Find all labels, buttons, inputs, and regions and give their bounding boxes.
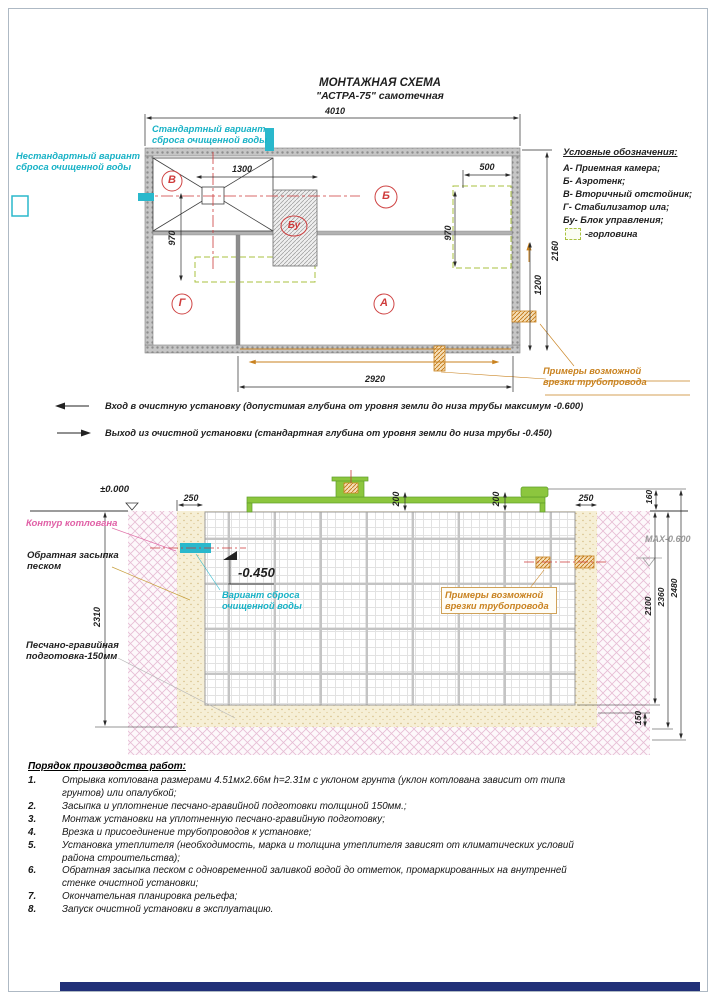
section-dim-backfill-right: 250 — [578, 493, 594, 503]
compartment-v-label: В — [168, 174, 176, 186]
plan-dim-right-total: 2160 — [550, 240, 560, 262]
section-dim-neck-above: 160 — [644, 489, 654, 505]
max-depth-label: МАХ-0.600 — [645, 534, 691, 544]
section-dim-pit-depth: 2310 — [92, 606, 102, 628]
legend-item-bu: Бу- Блок управления; — [563, 215, 664, 225]
drawing-title-line2: "АСТРА-75" самотечная — [316, 90, 444, 102]
legend-title: Условные обозначения: — [563, 147, 678, 158]
plan-dim-tap-offset: 1200 — [533, 274, 543, 296]
inlet-note-text: Вход в очистную установку (допустимая глубина от уровня земли до низа трубы максимум -0.600) — [105, 401, 584, 411]
compartment-bu-label: Бу — [287, 220, 301, 231]
procedure-title: Порядок производства работ: — [28, 761, 186, 772]
legend-item-b: Б- Аэротенк; — [563, 176, 626, 186]
procedure-step: 3. Монтаж установки на уплотненную песчано-гравийную подготовку; — [28, 813, 385, 825]
procedure-step: 7. Окончательная планировка рельефа; — [28, 891, 238, 903]
neck-symbol-icon — [565, 228, 581, 240]
section-dim-lid-right: 200 — [491, 491, 501, 507]
section-dim-base-thick: 150 — [633, 710, 643, 726]
drawing-title-line1: МОНТАЖНАЯ СХЕМА — [319, 77, 441, 89]
compartment-g-label: Г — [178, 297, 186, 309]
legend-item-a: А- Приемная камера; — [563, 163, 661, 173]
procedure-step: 2. Засыпка и уплотнение песчано-гравийной подготовки толщиной 150мм.; — [28, 800, 407, 812]
legend-list — [563, 162, 692, 227]
procedure-step: 4. Врезка и присоединение трубопроводов к установке; — [28, 826, 312, 838]
inlet-arrow-icon — [55, 401, 91, 411]
compartment-b-label: Б — [382, 190, 390, 202]
plan-tap-label: Примеры возможной врезки трубопровода — [543, 366, 647, 387]
legend-neck-row — [565, 228, 637, 240]
pit-contour-label: Контур котлована — [26, 518, 118, 529]
outlet-note-row — [55, 428, 552, 439]
procedure-step: 8. Запуск очистной установки в эксплуатацию. — [28, 904, 274, 916]
section-dim-depth-total: 2480 — [669, 578, 679, 598]
procedure-step: 1. Отрывка котлована размерами 4.51мх2.66м h=2.31м с уклоном грунта (уклон котлована зависит от типа грунтов) или опалубкой; — [28, 775, 566, 799]
plan-dim-total-width: 4010 — [324, 106, 346, 116]
base-layer-label: Песчано-гравийная подготовка-150мм — [26, 640, 119, 662]
procedure-block — [28, 761, 638, 917]
inlet-note-row — [55, 401, 583, 412]
section-tap-label: Примеры возможной врезки трубопровода — [441, 587, 557, 614]
plan-dim-bottom-width: 2920 — [364, 374, 386, 384]
zero-level-label: ±0.000 — [100, 484, 129, 495]
title-block-bar — [60, 982, 700, 991]
section-dim-tank-depth: 2100 — [643, 596, 653, 616]
section-dim-lid-left: 200 — [391, 491, 401, 507]
legend-item-g: Г- Стабилизатор ила; — [563, 202, 670, 212]
outlet-note-text: Выход из очистной установки (стандартная глубина от уровня земли до низа трубы -0.450) — [105, 428, 552, 438]
procedure-step: 5. Установка утеплителя (необходимость, марка и толщина утеплителя зависят от климатических условий района строительства); — [28, 839, 574, 864]
standard-outlet-label: Стандартный вариант сброса очищенной воды — [152, 124, 268, 145]
plan-dim-right-depth: 970 — [443, 225, 453, 241]
plan-dim-neck-width: 500 — [479, 162, 495, 172]
legend-neck-label: -горловина — [585, 228, 638, 239]
outlet-variant-label: Вариант сброса очищенной воды — [222, 590, 302, 611]
legend-item-v: В- Вторичный отстойник; — [563, 189, 693, 199]
plan-dim-left-depth: 970 — [167, 230, 177, 246]
compartment-a-label: А — [380, 297, 388, 309]
section-dim-depth-mid: 2360 — [656, 587, 666, 607]
procedure-step: 6. Обратная засыпка песком с одновременной заливкой водой до отметок, промаркированных на внутренней стенке очистной установки; — [28, 865, 567, 890]
plan-dim-v-width: 1300 — [231, 164, 253, 174]
outlet-level-mark: -0.450 — [238, 565, 275, 580]
backfill-label: Обратная засыпка песком — [27, 550, 119, 572]
section-dim-backfill-left: 250 — [183, 493, 199, 503]
nonstandard-outlet-label: Нестандартный вариант сброса очищенной воды — [16, 151, 140, 172]
outlet-arrow-icon — [55, 428, 91, 438]
